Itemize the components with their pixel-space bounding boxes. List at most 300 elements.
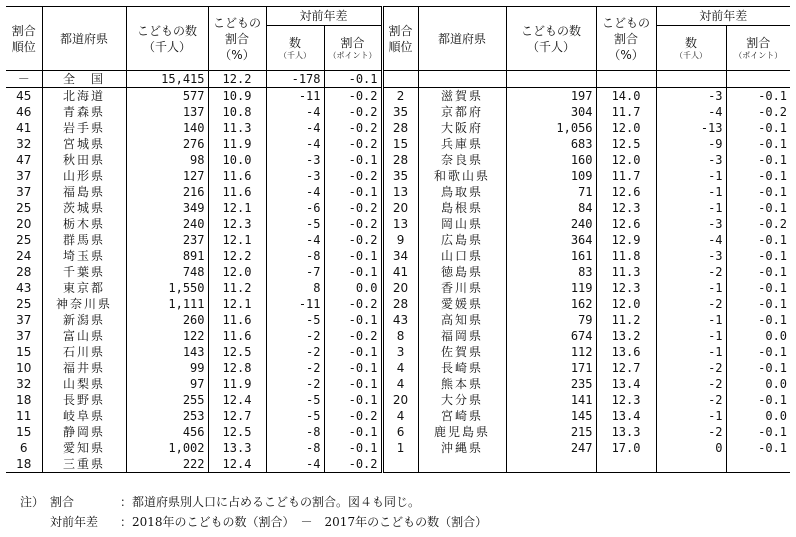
left-cell-ratio: 11.9 [208, 136, 266, 152]
left-cell-dr: -0.2 [324, 216, 382, 232]
right-cell-ratio: 12.3 [596, 392, 656, 408]
right-cell-count: 364 [506, 232, 596, 248]
left-cell-dc: -7 [266, 264, 324, 280]
left-cell-dc: -2 [266, 360, 324, 376]
note-text-diff: ：2018年のこどもの数（割合） － 2017年のこどもの数（割合） [120, 515, 488, 529]
right-cell-ratio [596, 71, 656, 88]
left-cell-dr: -0.1 [324, 360, 382, 376]
left-cell-rank: 18 [16, 393, 32, 407]
right-cell-ratio: 12.0 [596, 152, 656, 168]
left-cell-dc: -4 [266, 456, 324, 473]
left-cell-count: 1,111 [126, 296, 208, 312]
header-children-count: こどもの数 （千人） [126, 7, 208, 71]
right-cell-pref: 佐賀県 [418, 344, 506, 360]
left-cell-rank: 20 [16, 217, 32, 231]
right-cell-count: 162 [506, 296, 596, 312]
left-cell-ratio: 12.1 [208, 232, 266, 248]
right-cell-count: 304 [506, 104, 596, 120]
left-cell-dc: -2 [266, 376, 324, 392]
right-cell-ratio: 13.3 [596, 424, 656, 440]
header-diff-right: 対前年差 [656, 7, 790, 26]
left-cell-pref: 宮城県 [42, 136, 126, 152]
left-cell-rank: 25 [16, 201, 32, 215]
right-cell-ratio: 12.5 [596, 136, 656, 152]
left-cell-count: 456 [126, 424, 208, 440]
left-cell-dr: -0.1 [324, 344, 382, 360]
left-cell-ratio: 11.6 [208, 168, 266, 184]
left-cell-pref: 埼玉県 [42, 248, 126, 264]
right-cell-ratio: 11.8 [596, 248, 656, 264]
header-diff-ratio: 割合 （ポイント） [324, 26, 382, 71]
right-cell-rank: 2 [382, 88, 418, 105]
left-cell-pref: 岩手県 [42, 120, 126, 136]
right-cell-ratio: 13.4 [596, 376, 656, 392]
left-cell-ratio: 12.0 [208, 264, 266, 280]
left-cell-dr: -0.1 [324, 184, 382, 200]
right-cell-dr: -0.1 [726, 424, 790, 440]
right-cell-ratio: 11.3 [596, 264, 656, 280]
right-cell-rank: 13 [382, 184, 418, 200]
right-cell-ratio: 12.0 [596, 296, 656, 312]
right-cell-pref: 奈良県 [418, 152, 506, 168]
table-row [6, 248, 790, 264]
right-cell-dc [656, 71, 726, 88]
right-cell-dc: -3 [656, 248, 726, 264]
left-cell-dr: -0.1 [324, 392, 382, 408]
left-cell-count: 122 [126, 328, 208, 344]
left-cell-rank: 37 [16, 329, 32, 343]
right-cell-dc: -1 [656, 168, 726, 184]
left-cell-ratio: 10.9 [208, 88, 266, 105]
right-cell-pref [418, 71, 506, 88]
left-cell-pref: 秋田県 [42, 152, 126, 168]
right-cell-rank: 4 [382, 408, 418, 424]
left-cell-count: 98 [126, 152, 208, 168]
right-cell-dr: -0.1 [726, 440, 790, 456]
left-cell-dr: -0.2 [324, 104, 382, 120]
right-cell-dc: -9 [656, 136, 726, 152]
left-cell-pref: 群馬県 [42, 232, 126, 248]
left-cell-count: 260 [126, 312, 208, 328]
left-cell-ratio: 11.2 [208, 280, 266, 296]
right-cell-pref: 徳島県 [418, 264, 506, 280]
right-cell-dr: -0.1 [726, 392, 790, 408]
left-cell-ratio: 12.2 [208, 71, 266, 88]
table-row [6, 104, 790, 120]
table-row [6, 88, 790, 105]
right-cell-dc: -2 [656, 376, 726, 392]
left-cell-rank: 25 [16, 297, 32, 311]
left-cell-pref: 全 国 [42, 71, 126, 88]
left-cell-pref: 新潟県 [42, 312, 126, 328]
right-cell-pref: 熊本県 [418, 376, 506, 392]
left-cell-dc: -6 [266, 200, 324, 216]
right-cell-dc: -1 [656, 312, 726, 328]
left-cell-count: 240 [126, 216, 208, 232]
table-row [6, 456, 790, 473]
right-cell-dc: -3 [656, 152, 726, 168]
right-cell-dc: -1 [656, 328, 726, 344]
left-cell-rank: 37 [16, 185, 32, 199]
left-cell-rank: 37 [16, 169, 32, 183]
left-cell-dr: -0.1 [324, 376, 382, 392]
left-cell-dr: -0.1 [324, 440, 382, 456]
right-cell-dr: -0.1 [726, 312, 790, 328]
right-cell-count: 197 [506, 88, 596, 105]
right-cell-rank: 6 [382, 424, 418, 440]
note-label-diff: 対前年差 [50, 515, 99, 529]
note-text-ratio: ：都道府県別人口に占めるこどもの割合。図４も同じ。 [120, 495, 421, 509]
notes [20, 492, 487, 532]
right-cell-pref: 福岡県 [418, 328, 506, 344]
left-cell-dr: -0.2 [324, 456, 382, 473]
left-cell-pref: 山形県 [42, 168, 126, 184]
left-cell-pref: 愛知県 [42, 440, 126, 456]
right-cell-rank: 8 [382, 328, 418, 344]
right-cell-dc: -3 [656, 216, 726, 232]
right-cell-dr: -0.1 [726, 120, 790, 136]
right-cell-ratio: 12.6 [596, 184, 656, 200]
left-cell-dr: -0.1 [324, 71, 382, 88]
left-cell-ratio: 12.4 [208, 456, 266, 473]
left-cell-dc: -8 [266, 440, 324, 456]
right-cell-pref: 鳥取県 [418, 184, 506, 200]
right-cell-rank: 3 [382, 344, 418, 360]
left-cell-pref: 福島県 [42, 184, 126, 200]
right-cell-ratio: 13.4 [596, 408, 656, 424]
header-diff-count-right: 数 （千人） [656, 26, 726, 71]
table-row [6, 136, 790, 152]
right-cell-ratio: 13.2 [596, 328, 656, 344]
header-prefecture: 都道府県 [42, 7, 126, 71]
right-cell-pref: 大分県 [418, 392, 506, 408]
table-row [6, 440, 790, 456]
left-cell-count: 891 [126, 248, 208, 264]
right-cell-rank [382, 71, 418, 88]
left-cell-count: 253 [126, 408, 208, 424]
left-cell-ratio: 11.3 [208, 120, 266, 136]
right-cell-dr: -0.1 [726, 264, 790, 280]
right-cell-count: 240 [506, 216, 596, 232]
left-cell-rank: 6 [19, 441, 28, 455]
left-cell-count: 127 [126, 168, 208, 184]
left-cell-pref: 千葉県 [42, 264, 126, 280]
right-cell-pref: 愛媛県 [418, 296, 506, 312]
right-cell-count: 141 [506, 392, 596, 408]
left-cell-ratio: 12.7 [208, 408, 266, 424]
left-cell-pref: 長野県 [42, 392, 126, 408]
right-cell-count: 119 [506, 280, 596, 296]
left-cell-ratio: 11.9 [208, 376, 266, 392]
right-cell-count: 674 [506, 328, 596, 344]
right-cell-rank: 28 [382, 152, 418, 168]
left-cell-dr: -0.2 [324, 328, 382, 344]
left-cell-rank: 43 [16, 281, 32, 295]
right-cell-count: 83 [506, 264, 596, 280]
left-cell-dc: -4 [266, 120, 324, 136]
table-row [6, 264, 790, 280]
right-cell-dc: -1 [656, 344, 726, 360]
right-cell-dc: -1 [656, 280, 726, 296]
left-cell-pref: 北海道 [42, 88, 126, 105]
right-cell-rank: 15 [382, 136, 418, 152]
right-cell-dc [656, 456, 726, 473]
right-cell-ratio: 11.7 [596, 104, 656, 120]
right-cell-pref: 兵庫県 [418, 136, 506, 152]
left-cell-rank: 25 [16, 233, 32, 247]
right-cell-dc: -4 [656, 232, 726, 248]
right-cell-ratio: 12.9 [596, 232, 656, 248]
left-cell-count: 137 [126, 104, 208, 120]
table-row [6, 328, 790, 344]
right-cell-dc: -3 [656, 88, 726, 105]
right-cell-count: 171 [506, 360, 596, 376]
right-cell-dr: -0.1 [726, 200, 790, 216]
left-cell-dc: -11 [266, 296, 324, 312]
right-cell-ratio: 12.0 [596, 120, 656, 136]
table-row [6, 392, 790, 408]
right-cell-dc: -2 [656, 296, 726, 312]
right-cell-dr [726, 71, 790, 88]
left-cell-dr: -0.2 [324, 232, 382, 248]
right-cell-count [506, 71, 596, 88]
left-cell-pref: 青森県 [42, 104, 126, 120]
left-cell-dc: -5 [266, 312, 324, 328]
right-cell-count: 235 [506, 376, 596, 392]
right-cell-pref: 島根県 [418, 200, 506, 216]
left-cell-ratio: 11.6 [208, 312, 266, 328]
left-cell-dc: -5 [266, 216, 324, 232]
right-cell-dc: -2 [656, 360, 726, 376]
left-cell-ratio: 12.1 [208, 200, 266, 216]
left-cell-rank: 37 [16, 313, 32, 327]
right-cell-dr: -0.1 [726, 232, 790, 248]
left-cell-dc: -178 [266, 71, 324, 88]
left-cell-pref: 富山県 [42, 328, 126, 344]
left-cell-dc: -4 [266, 104, 324, 120]
right-cell-pref: 和歌山県 [418, 168, 506, 184]
left-cell-count: 97 [126, 376, 208, 392]
right-cell-dc: -1 [656, 184, 726, 200]
left-cell-ratio: 12.8 [208, 360, 266, 376]
left-cell-pref: 神奈川県 [42, 296, 126, 312]
header-children-ratio: こどもの 割合 （%） [208, 7, 266, 71]
right-cell-pref [418, 456, 506, 473]
right-cell-count: 109 [506, 168, 596, 184]
right-cell-count: 84 [506, 200, 596, 216]
left-cell-pref: 石川県 [42, 344, 126, 360]
table-row [6, 71, 790, 88]
left-cell-count: 140 [126, 120, 208, 136]
table-row [6, 200, 790, 216]
note-mark: 注） [20, 495, 45, 509]
left-cell-ratio: 12.5 [208, 344, 266, 360]
right-cell-dr: -0.1 [726, 88, 790, 105]
left-cell-ratio: 10.0 [208, 152, 266, 168]
left-cell-dr: -0.1 [324, 152, 382, 168]
left-cell-count: 748 [126, 264, 208, 280]
right-cell-dr: 0.0 [726, 328, 790, 344]
right-cell-count: 145 [506, 408, 596, 424]
left-cell-rank: 45 [16, 89, 32, 103]
table-row [6, 216, 790, 232]
left-cell-pref: 福井県 [42, 360, 126, 376]
right-cell-pref: 山口県 [418, 248, 506, 264]
header-diff: 対前年差 [266, 7, 382, 26]
left-cell-count: 1,002 [126, 440, 208, 456]
left-cell-dc: -4 [266, 136, 324, 152]
left-cell-rank: 18 [6, 456, 42, 473]
prefecture-children-table [6, 6, 790, 473]
right-cell-dr: -0.1 [726, 152, 790, 168]
table-row [6, 168, 790, 184]
left-cell-rank: 10 [16, 361, 32, 375]
right-cell-rank: 4 [382, 376, 418, 392]
left-cell-pref: 三重県 [42, 456, 126, 473]
left-cell-dc: -8 [266, 248, 324, 264]
left-cell-ratio: 12.1 [208, 296, 266, 312]
right-cell-pref: 長崎県 [418, 360, 506, 376]
right-cell-ratio: 12.6 [596, 216, 656, 232]
right-cell-pref: 京都府 [418, 104, 506, 120]
right-cell-dc: 0 [656, 440, 726, 456]
right-cell-dr: -0.1 [726, 344, 790, 360]
right-cell-rank: 20 [382, 200, 418, 216]
right-cell-count: 1,056 [506, 120, 596, 136]
left-cell-rank: 15 [16, 345, 32, 359]
table-row [6, 296, 790, 312]
right-cell-count: 112 [506, 344, 596, 360]
right-cell-dr: 0.0 [726, 376, 790, 392]
left-cell-ratio: 12.2 [208, 248, 266, 264]
left-cell-rank: 32 [16, 137, 32, 151]
right-cell-rank: 41 [382, 264, 418, 280]
left-cell-count: 577 [126, 88, 208, 105]
right-cell-rank: 20 [382, 392, 418, 408]
right-cell-dr: -0.1 [726, 360, 790, 376]
right-cell-pref: 滋賀県 [418, 88, 506, 105]
left-cell-dr: -0.2 [324, 408, 382, 424]
left-cell-rank: 32 [16, 377, 32, 391]
header-rank: 割合 順位 [6, 7, 42, 71]
left-cell-dr: -0.2 [324, 296, 382, 312]
left-cell-dc: -3 [266, 152, 324, 168]
right-cell-count: 215 [506, 424, 596, 440]
left-cell-dr: -0.2 [324, 168, 382, 184]
header-prefecture-right: 都道府県 [418, 7, 506, 71]
right-cell-ratio: 12.7 [596, 360, 656, 376]
right-cell-rank: 20 [382, 280, 418, 296]
right-cell-pref: 鹿児島県 [418, 424, 506, 440]
right-cell-dc: -1 [656, 200, 726, 216]
table-row [6, 120, 790, 136]
table-row [6, 376, 790, 392]
left-cell-rank: 28 [16, 265, 32, 279]
right-cell-pref: 大阪府 [418, 120, 506, 136]
left-cell-count: 15,415 [126, 71, 208, 88]
right-cell-pref: 岡山県 [418, 216, 506, 232]
right-cell-rank: 4 [382, 360, 418, 376]
left-cell-dc: -11 [266, 88, 324, 105]
right-cell-dc: -1 [656, 408, 726, 424]
right-cell-ratio: 12.3 [596, 280, 656, 296]
left-cell-dr: -0.1 [324, 264, 382, 280]
right-cell-rank: 35 [382, 168, 418, 184]
right-cell-dr [726, 456, 790, 473]
left-cell-dc: -4 [266, 184, 324, 200]
header-diff-ratio-right: 割合 （ポイント） [726, 26, 790, 71]
right-cell-pref: 沖縄県 [418, 440, 506, 456]
right-cell-pref: 宮崎県 [418, 408, 506, 424]
left-cell-rank: 41 [16, 121, 32, 135]
right-cell-dr: -0.1 [726, 280, 790, 296]
right-cell-count [506, 456, 596, 473]
left-cell-pref: 静岡県 [42, 424, 126, 440]
left-cell-rank: 24 [16, 249, 32, 263]
right-cell-dr: -0.1 [726, 168, 790, 184]
right-cell-rank [382, 456, 418, 473]
table-row [6, 312, 790, 328]
left-cell-dc: -5 [266, 408, 324, 424]
left-cell-count: 222 [126, 456, 208, 473]
table-row [6, 408, 790, 424]
left-cell-dc: -2 [266, 344, 324, 360]
right-cell-rank: 28 [382, 296, 418, 312]
right-cell-dc: -13 [656, 120, 726, 136]
left-cell-count: 349 [126, 200, 208, 216]
table-row [6, 360, 790, 376]
right-cell-dr: -0.1 [726, 136, 790, 152]
left-cell-dr: -0.1 [324, 312, 382, 328]
left-cell-count: 255 [126, 392, 208, 408]
left-cell-dr: -0.2 [324, 88, 382, 105]
left-cell-dc: -3 [266, 168, 324, 184]
right-cell-ratio [596, 456, 656, 473]
table-row [6, 184, 790, 200]
right-cell-rank: 35 [382, 104, 418, 120]
left-cell-count: 276 [126, 136, 208, 152]
right-cell-dc: -2 [656, 424, 726, 440]
right-cell-dc: -4 [656, 104, 726, 120]
right-cell-ratio: 12.3 [596, 200, 656, 216]
left-cell-rank: 11 [16, 409, 32, 423]
left-cell-rank: － [6, 71, 42, 88]
left-cell-ratio: 10.8 [208, 104, 266, 120]
right-cell-count: 79 [506, 312, 596, 328]
left-cell-rank: 47 [16, 153, 32, 167]
left-cell-count: 99 [126, 360, 208, 376]
right-cell-count: 247 [506, 440, 596, 456]
right-cell-pref: 香川県 [418, 280, 506, 296]
right-cell-ratio: 11.2 [596, 312, 656, 328]
left-cell-dc: -4 [266, 232, 324, 248]
left-cell-dr: -0.1 [324, 248, 382, 264]
left-cell-count: 216 [126, 184, 208, 200]
left-cell-count: 237 [126, 232, 208, 248]
left-cell-ratio: 12.5 [208, 424, 266, 440]
left-cell-dr: -0.2 [324, 120, 382, 136]
note-label-ratio: 割合 [50, 495, 75, 509]
left-cell-dc: 8 [266, 280, 324, 296]
left-cell-count: 1,550 [126, 280, 208, 296]
right-cell-dr: 0.0 [726, 408, 790, 424]
left-cell-dr: -0.2 [324, 136, 382, 152]
right-cell-dr: -0.1 [726, 248, 790, 264]
left-cell-ratio: 11.6 [208, 328, 266, 344]
left-cell-dc: -2 [266, 328, 324, 344]
right-cell-pref: 広島県 [418, 232, 506, 248]
right-cell-count: 161 [506, 248, 596, 264]
